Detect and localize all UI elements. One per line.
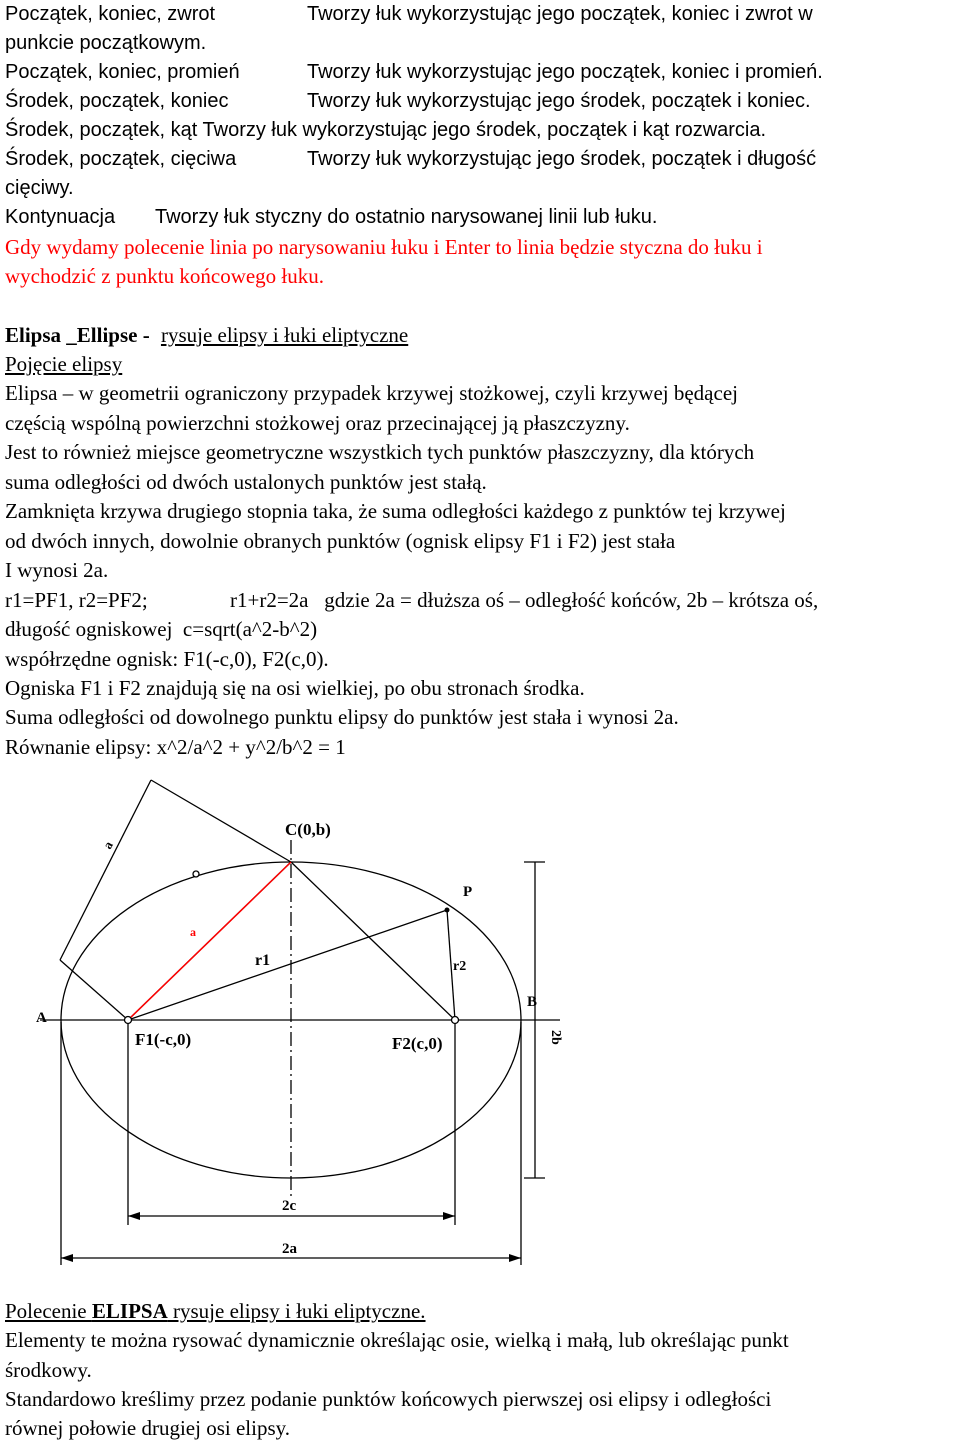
label-a-point: A (36, 1010, 47, 1026)
f1-point (125, 1017, 132, 1024)
arc-option-5-label: Środek, początek, cięciwa (5, 148, 237, 170)
ellipse-text-line-8: długość ogniskowej c=sqrt(a^2-b^2) (5, 617, 318, 641)
arc-option-6-label: Kontynuacja (5, 206, 116, 228)
label-2c: 2c (282, 1198, 297, 1214)
ellipse-text-line-11: Suma odległości od dowolnego punktu elipsy do punktów jest stała i wynosi 2a. (5, 705, 679, 729)
ellipse-equation: Równanie elipsy: x^2/a^2 + y^2/b^2 = 1 (5, 735, 346, 759)
command-text-line-4: równej połowie drugiej osi elipsy. (5, 1416, 291, 1440)
label-b-point: B (527, 994, 538, 1010)
ellipse-heading: Elipsa _Ellipse - (5, 323, 150, 347)
ellipse-mark-point (193, 871, 199, 877)
label-p: P (463, 884, 473, 900)
command-text-line-3: Standardowo kreślimy przez podanie punktów końcowych pierwszej osi elipsy i odległości (5, 1387, 772, 1411)
r1-line (128, 910, 447, 1020)
command-prefix: Polecenie (5, 1299, 92, 1323)
arc-option-2-label: Początek, koniec, promień (5, 61, 240, 83)
label-r2: r2 (453, 959, 467, 974)
label-a-side: a (99, 838, 116, 852)
f2-point (452, 1017, 459, 1024)
label-red-a: a (190, 925, 196, 939)
label-c: C(0,b) (285, 820, 331, 839)
a-segment-offset (60, 780, 151, 960)
ellipse-diagram (0, 765, 960, 1290)
label-2a: 2a (282, 1241, 297, 1257)
ellipse-text-line-7: I wynosi 2a. (5, 558, 109, 582)
ellipse-text-line-3: Jest to również miejsce geometryczne wszystkich tych punktów płaszczyzny, dla których (5, 440, 755, 464)
command-suffix: rysuje elipsy i łuki eliptyczne. (167, 1299, 426, 1323)
a-segment-link (60, 960, 128, 1020)
ellipse-text-line-9: współrzędne ognisk: F1(-c,0), F2(c,0). (5, 647, 329, 671)
ellipse-heading-desc: rysuje elipsy i łuki eliptyczne (160, 323, 409, 347)
ellipse-text-line-5: Zamknięta krzywa drugiego stopnia taka, że suma odległości każdego z punktów tej krzywej (5, 499, 786, 523)
label-r1: r1 (255, 952, 271, 969)
label-2b: 2b (548, 1030, 563, 1045)
command-name: ELIPSA (91, 1299, 168, 1323)
dim-2c-arrow-left (128, 1212, 140, 1220)
ellipse-heading-row (5, 321, 408, 350)
c-to-f2-line (291, 862, 455, 1020)
ellipse-text-line-4: suma odległości od dwóch ustalonych punktów jest stałą. (5, 470, 487, 494)
p-point (445, 908, 450, 913)
arc-option-3-desc: Tworzy łuk wykorzystując jego środek, początek i koniec. (307, 90, 811, 112)
ellipse-text-line-10: Ogniska F1 i F2 znajdują się na osi wielkiej, po obu stronach środka. (5, 676, 585, 700)
label-f2: F2(c,0) (392, 1034, 443, 1053)
red-a-line (128, 862, 291, 1020)
command-heading-row (5, 1297, 426, 1326)
ellipse-text-line-1: Elipsa – w geometrii ograniczony przypadek krzywej stożkowej, czyli krzywej będącej (5, 381, 738, 405)
dim-2a-arrow-left (61, 1254, 73, 1262)
arc-option-1-cont: punkcie początkowym. (5, 32, 207, 54)
arc-option-3-label: Środek, początek, koniec (5, 90, 229, 112)
formula-left: r1=PF1, r2=PF2; (5, 588, 148, 612)
ellipse-text-line-6: od dwóch innych, dowolnie obranych punktów (ognisk elipsy F1 i F2) jest stała (5, 529, 676, 553)
arc-option-1-desc: Tworzy łuk wykorzystując jego początek, koniec i zwrot w (307, 3, 813, 25)
arc-option-5-desc: Tworzy łuk wykorzystując jego środek, początek i długość (307, 148, 817, 170)
ellipse-concept-title: Pojęcie elipsy (5, 352, 123, 376)
command-text-line-2: środkowy. (5, 1358, 92, 1382)
command-text-line-1: Elementy te można rysować dynamicznie określając osie, wielką i małą, lub określając punkt (5, 1328, 789, 1352)
arc-option-4-line: Środek, początek, kąt Tworzy łuk wykorzystując jego środek, początek i kąt rozwarcia. (5, 119, 767, 141)
arc-option-5-cont: cięciwy. (5, 177, 74, 199)
a-segment-top (151, 780, 291, 862)
red-note-line-2: wychodzić z punktu końcowego łuku. (5, 264, 325, 288)
red-note-line-1: Gdy wydamy polecenie linia po narysowaniu łuku i Enter to linia będzie styczna do łuku i (5, 235, 763, 259)
dim-2c-arrow-right (443, 1212, 455, 1220)
arc-option-6-desc: Tworzy łuk styczny do ostatnio narysowanej linii lub łuku. (155, 206, 658, 228)
label-f1: F1(-c,0) (135, 1030, 192, 1049)
arc-option-2-desc: Tworzy łuk wykorzystując jego początek, koniec i promień. (307, 61, 823, 83)
ellipse-text-line-2: częścią wspólną powierzchni stożkowej oraz przecinającej ją płaszczyzny. (5, 411, 630, 435)
formula-right: r1+r2=2a gdzie 2a = dłuższa oś – odległość końców, 2b – krótsza oś, (230, 588, 819, 612)
arc-option-1-label: Początek, koniec, zwrot (5, 3, 216, 25)
dim-2a-arrow-right (509, 1254, 521, 1262)
